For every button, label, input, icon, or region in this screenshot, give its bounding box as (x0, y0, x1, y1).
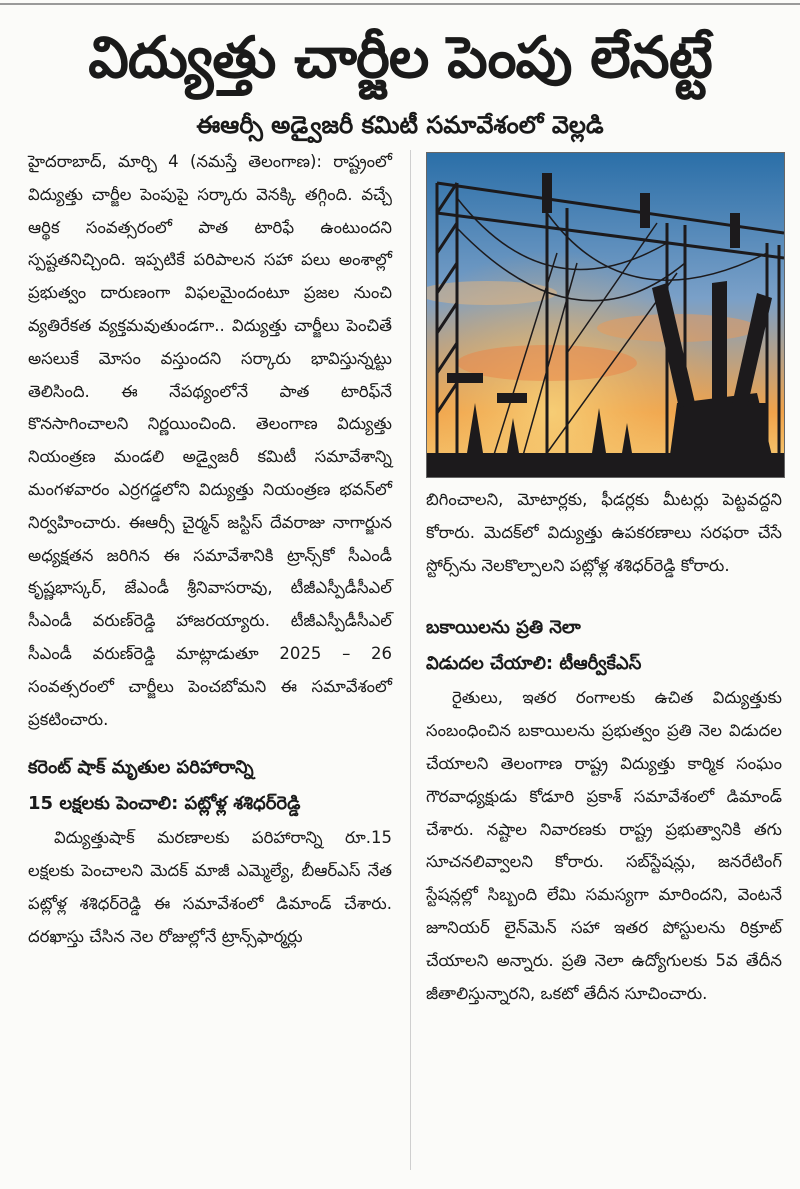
substation-silhouette-image (427, 153, 784, 477)
headline: విద్యుత్తు చార్జీల పెంపు లేనట్టే (88, 25, 712, 91)
crosshead-2-line-2: విడుదల చేయాలి: టీఆర్వీకేఎస్ (426, 653, 642, 675)
compensation-paragraph: విద్యుత్తుషాక్ మరణాలకు పరిహారాన్ని రూ.15 లక్షలకు పెంచాలని మెదక్ మాజీ ఎమ్మెల్యే, బీఆర్ఎస్ నేత పట్లోళ్ల శశిధర్‌రెడ్డి ఈ సమావేశంలో డిమాండ్ చేశారు. దరఖాస్తు చేసిన నెల రోజుల్లోనే ట్రాన్స్‌ఫార్మర్లు (28, 828, 392, 946)
dues-paragraph: రైతులు, ఇతర రంగాలకు ఉచిత విద్యుత్తుకు సంబంధించిన బకాయిలను ప్రభుత్వం ప్రతి నెల విడుదల చేయాలని తెలంగాణ రాష్ట్ర విద్యుత్తు కార్మిక సంఘం గౌరవాధ్యక్షుడు కోడూరి ప్రకాశ్ సమావేశంలో డిమాండ్ చేశారు. నష్టాల నివారణకు రాష్ట్ర ప్రభుత్వానికి తగు సూచనలివ్వాలని కోరారు. సబ్‌స్టేషన్లు, జనరేటింగ్ స్టేషన్లల్లో సిబ్బంది లేమి సమస్యగా మారిందని, వెంటనే జూనియర్ లైన్‌మెన్ సహా ఇతర పోస్టులను రిక్రూట్ చేయాలని అన్నారు. ప్రతి నెలా ఉద్యోగులకు 5వ తేదీన జీతాలిస్తున్నారని, ఒకటో తేదీన సూచించారు. (426, 688, 782, 1003)
crosshead-1-line-2: 15 లక్షలకు పెంచాలి: పట్లోళ్ల శశిధర్‌రెడ్డి (28, 793, 301, 815)
continuation-paragraph: బిగించాలని, మోటార్లకు, ఫీడర్లకు మీటర్లు పెట్టవద్దని కోరారు. మెదక్‌లో విద్యుత్తు ఉపకరణాలు సరఫరా చేసే స్టోర్స్‌ను నెలకొల్పాలని పట్లోళ్ల శశిధర్‌రెడ్డి కోరారు. (426, 490, 782, 575)
crosshead-2-line-1: బకాయిలను ప్రతి నెలా (426, 617, 581, 639)
subheadline: ఈఆర్సీ అడ్వైజరీ కమిటీ సమావేశంలో వెల్లడి (196, 111, 604, 139)
left-column (28, 146, 392, 954)
intro-paragraph: హైదరాబాద్, మార్చి 4 (నమస్తే తెలంగాణ): రాష్ట్రంలో విద్యుత్తు చార్జీల పెంపుపై సర్కారు వెనక్కి తగ్గింది. వచ్చే ఆర్థిక సంవత్సరంలో పాత టారిఫే ఉంటుందని స్పష్టతనిచ్చింది. ఇప్పటికే పరిపాలన సహా పలు అంశాల్లో ప్రభుత్వం దారుణంగా విఫలమైందంటూ ప్రజల నుంచి వ్యతిరేకత వ్యక్తమవుతుండగా.. విద్యుత్తు చార్జీలు పెంచితే అసలుకే మోసం వస్తుందని సర్కారు భావిస్తున్నట్టు తెలిసింది. ఈ నేపథ్యంలోనే పాత టారిఫ్‌నే కొనసాగించాలని నిర్ణయించింది. తెలంగాణ విద్యుత్తు నియంత్రణ మండలి అడ్వైజరీ కమిటీ సమావేశాన్ని మంగళవారం ఎర్రగడ్డలోని విద్యుత్తు నియంత్రణ భవన్‌లో నిర్వహించారు. ఈఆర్సీ చైర్మన్ జస్టిస్ దేవరాజు నాగార్జున అధ్యక్షతన జరిగిన ఈ సమావేశానికి ట్రాన్స్‌కో సీఎండీ కృష్ణభాస్కర్, జేఎండీ శ్రీనివాసరావు, టీజీఎస్పీడీసీఎల్ సీఎండీ వరుణ్‌రెడ్డి హాజరయ్యారు. టీజీఎస్పీడీసీఎల్ సీఎండీ వరుణ్‌రెడ్డి మాట్లాడుతూ 2025 – 26 సంవత్సరంలో చార్జీలు పెంచబోమని ఈ సమావేశంలో ప్రకటించారు. (28, 152, 392, 729)
substation-photo (426, 152, 785, 478)
top-rule (0, 3, 800, 5)
crosshead-1-line-1: కరెంట్ షాక్ మృతుల పరిహారాన్ని (28, 757, 254, 779)
right-column (426, 484, 782, 1010)
column-divider (410, 150, 411, 1170)
